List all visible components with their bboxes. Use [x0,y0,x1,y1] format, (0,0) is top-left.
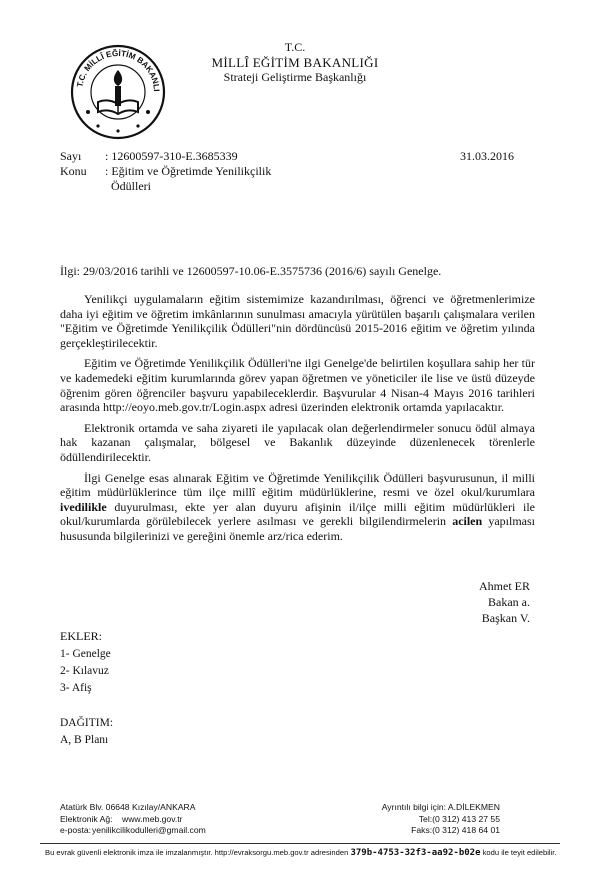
attachment-item: 1- Genelge [60,648,111,660]
footer-contact-left [60,802,206,837]
verification-code: 379b-4753-32f3-aa92-b02e [350,848,481,858]
sayi-value: : 12600597-310-E.3685339 [105,149,238,163]
paragraph-3: Elektronik ortamda ve saha ziyareti ile yapılacak olan değerlendirmeler sonucu ödül almaya hak kazanan çalışmalar, bölgesel ve Bakanlık düzeyinde düzenlenecek törenlerle ödüllendirilecektir. [60,420,535,464]
signer-title-1: Bakan a. [488,595,530,609]
document-meta [60,149,271,194]
letter-body [60,292,535,550]
emphasis-acilen: acilen [452,514,483,529]
footer-web-label: Elektronik Ağ: [60,813,113,824]
header-ministry: MİLLÎ EĞİTİM BAKANLIĞI [211,55,379,70]
document-date: 31.03.2016 [460,149,514,163]
signer-title-2: Başkan V. [481,611,530,625]
header-department: Strateji Geliştirme Başkanlığı [223,70,367,84]
header-tc: T.C. [284,40,306,54]
footer-tel: Tel:(0 312) 413 27 55 [418,813,500,824]
footer-fax: Faks:(0 312) 418 64 01 [411,825,500,835]
sayi-label: Sayı [60,149,82,163]
letterhead [200,40,390,85]
attachments-title: EKLER: [60,629,102,643]
signature-block [420,578,530,626]
verification-line [45,848,560,858]
verification-suffix: kodu ile teyit edilebilir. [482,848,557,857]
footer-address: Atatürk Blv. 06648 Kızılay/ANKARA [60,802,196,812]
paragraph-1: Yenilikçi uygulamaların eğitim sistemimize kazandırılması, öğrenci ve öğretmenlerimize daha iyi eğitim ve öğretim imkânlarının sunulması amacıyla yürütülen başarılı çalışmalara verilen "Eğitim ve Öğretimde Yenilikçilik Ödülleri"nin dördüncüsü 2015-2016 eğitim ve öğretim yılında gerçekleştirilecektir. [60,292,535,350]
svg-text:T.C. MİLLÎ EĞİTİM BAKANLIĞI: T.C. MİLLÎ EĞİTİM BAKANLI [75,48,162,92]
ministry-seal-logo [68,40,168,140]
konu-label: Konu [60,164,87,178]
signer-name: Ahmet ER [479,579,530,593]
emphasis-ivedilikle: ivedilikle [60,499,107,514]
attachment-item: 3- Afiş [60,682,92,694]
paragraph-2: Eğitim ve Öğretimde Yenilikçilik Ödülleri'ne ilgi Genelge'de belirtilen koşullara sahip her tür ve kademedeki eğitim kurumlarında görev yapan öğretmen ve yöneticiler ile lise ve üstü düzeyde öğrenim gören öğrenciler başvuru yapabileceklerdir. Başvurular 4 Nisan-4 Mayıs 2016 tarihleri arasında http://eoyo.meb.gov.tr/Login.aspx adresi üzerinden elektronik ortamda yapılacaktır. [60,356,535,415]
distribution-title: DAĞITIM: [60,717,114,729]
footer-contact-person: Ayrıntılı bilgi için: A.DİLEKMEN [381,802,500,812]
footer-email-label: e-posta: [60,825,92,835]
paragraph-4: İlgi Genelge esas alınarak Eğitim ve Öğretimde Yenilikçilik Ödülleri başvurusunun, il milli eğitim müdürlüklerince tüm ilçe millî eğitim müdürlüklerine, resmi ve özel okul/kurumlara ivedilikle duyurulması, ekte yer alan duyuru afişinin il/ilçe milli eğitim müdürlükleri ile okul/kurumlarda görülebilecek yerlere asılması ve gerekli bilgilendirmelerin acilen yapılması hususunda bilgilerinizi ve gereğini önemle arz/rica ederim. [60,470,535,543]
attachment-item: 2- Kılavuz [60,665,109,677]
footer-divider [40,843,560,844]
footer-email-link[interactable]: yenilikcilikodulleri@gmail.com [92,825,206,835]
konu-value: : Eğitim ve Öğretimde Yenilikçilik [105,164,272,178]
attachments-list [60,628,111,697]
footer-contact-right [382,802,500,837]
konu-value-continued: Ödülleri [111,179,151,193]
footer-web-link[interactable]: www.meb.gov.tr [122,813,183,824]
distribution-value: A, B Planı [60,734,109,746]
distribution [60,715,113,749]
verification-prefix: Bu evrak güvenli elektronik imza ile imzalanmıştır. http://evraksorgu.meb.gov.tr adresinden [45,848,349,857]
reference-line: İlgi: 29/03/2016 tarihli ve 12600597-10.06-E.3575736 (2016/6) sayılı Genelge. [60,264,442,278]
